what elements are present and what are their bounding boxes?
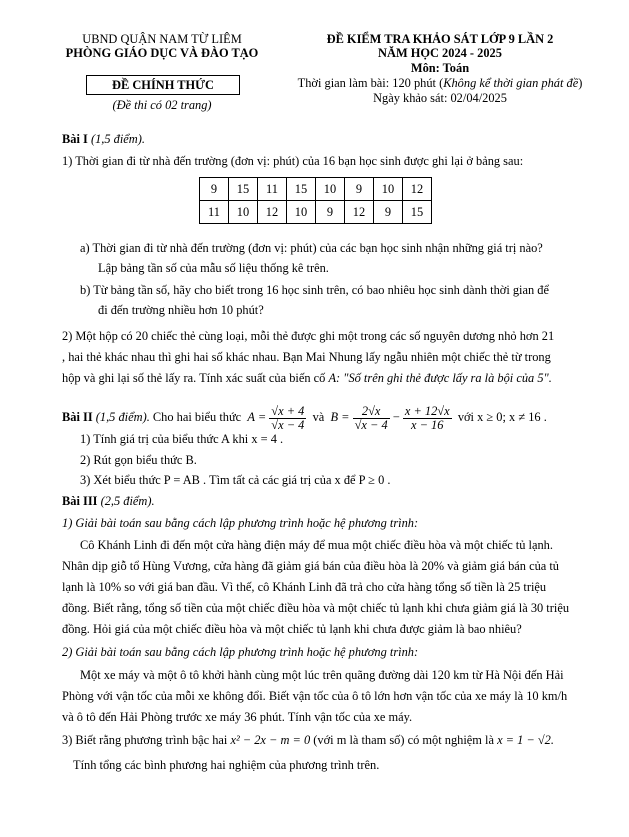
- bai3-q1-p4: đồng. Biết rằng, tổng số tiền của một chiếc điều hòa và một chiếc tủ lạnh khi chưa giảm giá là 30 triệu: [62, 601, 570, 615]
- table-cell: 10: [316, 178, 345, 201]
- bai3-q1-p1: Cô Khánh Linh đi đến một cửa hàng điện máy để mua một chiếc điều hòa và một chiếc tủ lạnh.: [80, 538, 553, 552]
- office-name: PHÒNG GIÁO DỤC VÀ ĐÀO TẠO: [65, 46, 259, 60]
- table-cell: 9: [374, 201, 403, 224]
- exam-date: Ngày khảo sát: 02/04/2025: [373, 91, 507, 105]
- travel-time-table: [199, 177, 432, 224]
- bai3-q2-p1: Một xe máy và một ô tô khởi hành cùng một lúc trên quãng đường dài 120 km từ Hà Nội đến Hải: [80, 668, 564, 682]
- bai3-q1-title: 1) Giải bài toán sau bằng cách lập phương trình hoặc hệ phương trình:: [62, 516, 419, 530]
- time-limit: Thời gian làm bài: 120 phút (Không kể thời gian phát đề): [297, 76, 583, 90]
- table-cell: 12: [345, 201, 374, 224]
- table-cell: 11: [258, 178, 287, 201]
- bai3-q2-p2: Phòng với vận tốc của mỗi xe không đổi. Biết vận tốc của ô tô lớn hơn vận tốc của xe máy là 10 km/h: [62, 689, 568, 703]
- table-cell: 15: [403, 201, 432, 224]
- table-cell: 10: [229, 201, 258, 224]
- bai3-q2-title: 2) Giải bài toán sau bằng cách lập phương trình hoặc hệ phương trình:: [62, 645, 419, 659]
- bai3-q3-line2: Tính tổng các bình phương hai nghiệm của phương trình trên.: [73, 758, 380, 772]
- bai3-q1-p3: lạnh là 10% so với giá ban đầu. Vì thế, cô Khánh Linh đã trả cho cửa hàng tổng số tiền là 25 triệu: [62, 580, 547, 594]
- dept-name: UBND QUẬN NAM TỪ LIÊM: [82, 32, 242, 46]
- bai1-a-line1: a) Thời gian đi từ nhà đến trường (đơn vị: phút) của các bạn học sinh nhận những giá trị nào?: [80, 241, 543, 255]
- pages-note: (Đề thi có 02 trang): [112, 98, 212, 112]
- bai3-heading: Bài III (2,5 điểm).: [62, 494, 155, 508]
- table-cell: 12: [258, 201, 287, 224]
- bai3-q1-p5: đồng. Hỏi giá của một chiếc điều hòa và một chiếc tủ lạnh khi chưa được giảm là bao nhiêu?: [62, 622, 522, 636]
- domain-condition: với x ≥ 0; x ≠ 16 .: [457, 410, 547, 424]
- bai1-q2-line2: , hai thẻ khác nhau thì ghi hai số khác nhau. Bạn Mai Nhung lấy ngẫu nhiên một chiếc thẻ từ trong: [62, 350, 551, 364]
- school-year: NĂM HỌC 2024 - 2025: [378, 46, 502, 60]
- expr-B-part2: $\frac{x + 12√x}{x - 16}$: [404, 403, 450, 432]
- bai1-b-line2: đi đến trường nhiều hơn 10 phút?: [98, 303, 264, 317]
- table-cell: 9: [345, 178, 374, 201]
- bai3-q2-p3: và ô tô đến Hải Phòng trước xe máy 36 phút. Tính vận tốc của xe máy.: [62, 710, 413, 724]
- bai2-q2: 2) Rút gọn biểu thức B.: [80, 453, 197, 467]
- bai3-q1-p2: Nhân dịp giỗ tổ Hùng Vương, cửa hàng đã giảm giá bán của điều hòa là 20% và giảm giá bán của tủ: [62, 559, 560, 573]
- bai1-a-line2: Lập bảng tần số của mẫu số liệu thống kê trên.: [98, 261, 329, 275]
- bai2-heading: Bài II (1,5 điểm). Cho hai biểu thức A = $\frac{√x + 4}{√x - 4}$ và B = $\frac{2√x}{√x - 4}$ − $\frac{x + 12√x}{x - 16}$ với x ≥ 0; x ≠ 16 .: [62, 403, 547, 432]
- bai1-b-line1: b) Từ bảng tần số, hãy cho biết trong 16 học sinh trên, có bao nhiêu học sinh dành thời gian để: [80, 283, 549, 297]
- exam-title: ĐỀ KIỂM TRA KHẢO SÁT LỚP 9 LẦN 2: [326, 32, 554, 46]
- table-cell: 9: [200, 178, 229, 201]
- expr-B-part1: $\frac{2√x}{√x - 4}$: [354, 403, 388, 432]
- table-cell: 15: [287, 178, 316, 201]
- table-cell: 10: [287, 201, 316, 224]
- table-row: [200, 201, 432, 224]
- bai3-q3-line1: 3) Biết rằng phương trình bậc hai x² − 2x − m = 0 (với m là tham số) có một nghiệm là x = 1 − √2.: [62, 733, 554, 747]
- bai1-heading: Bài I (1,5 điểm).: [62, 132, 145, 146]
- official-stamp-box: ĐỀ CHÍNH THỨC: [86, 75, 240, 95]
- bai2-q1: 1) Tính giá trị của biểu thức A khi x = 4 .: [80, 432, 284, 446]
- table-row: [200, 178, 432, 201]
- table-cell: 15: [229, 178, 258, 201]
- bai2-q3: 3) Xét biểu thức P = AB . Tìm tất cả các giá trị của x để P ≥ 0 .: [80, 473, 391, 487]
- table-cell: 9: [316, 201, 345, 224]
- table-cell: 11: [200, 201, 229, 224]
- bai1-q2-line3: hộp và ghi lại số thẻ lấy ra. Tính xác suất của biến cố A: "Số trên ghi thẻ được lấy ra là bội của 5".: [62, 371, 552, 385]
- table-cell: 10: [374, 178, 403, 201]
- bai1-q1: 1) Thời gian đi từ nhà đến trường (đơn vị: phút) của 16 bạn học sinh được ghi lại ở bảng sau:: [62, 154, 524, 168]
- subject: Môn: Toán: [410, 61, 470, 75]
- table-cell: 12: [403, 178, 432, 201]
- expr-A: $\frac{√x + 4}{√x - 4}$: [271, 403, 305, 432]
- bai1-q2-line1: 2) Một hộp có 20 chiếc thẻ cùng loại, mỗi thẻ được ghi một trong các số nguyên dương nhỏ hơn 21: [62, 329, 555, 343]
